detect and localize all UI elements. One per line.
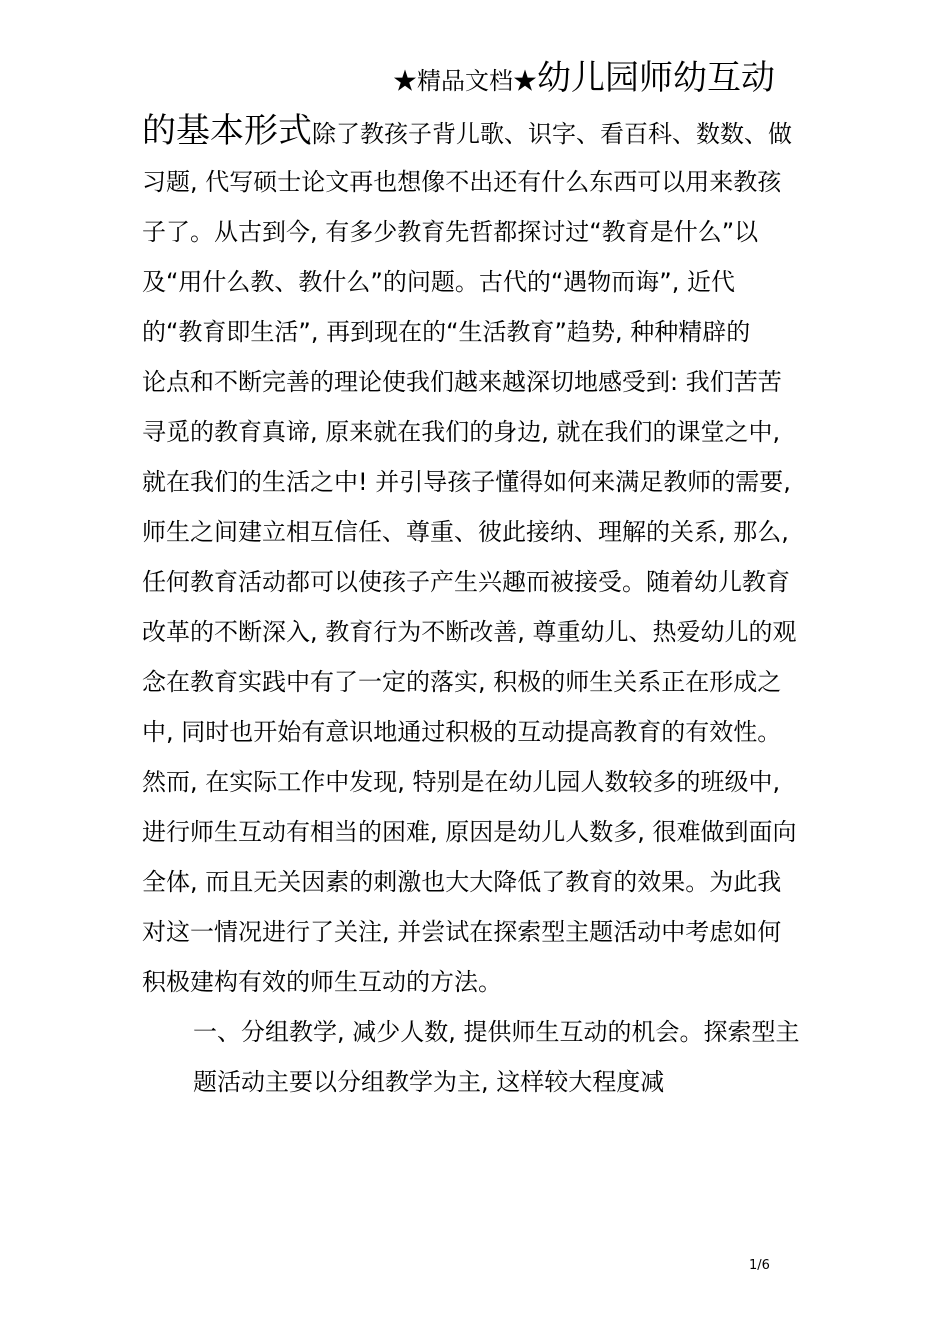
body-line: 念在教育实践中有了一定的落实, 积极的师生关系正在形成之 — [142, 668, 782, 696]
featured-doc-badge: ★精品文档★ — [393, 67, 537, 95]
body-line: 中, 同时也开始有意识地通过积极的互动提高教育的有效性。 — [142, 718, 782, 746]
body-line: 对这一情况进行了关注, 并尝试在探索型主题活动中考虑如何 — [142, 918, 782, 946]
doc-title-part1: 幼儿园师幼互动 — [537, 58, 775, 98]
body-line: 的“教育即生活”, 再到现在的“生活教育”趋势, 种种精辟的 — [142, 318, 751, 346]
body-line: 全体, 而且无关因素的刺激也大大降低了教育的效果。为此我 — [142, 868, 782, 896]
body-line: 积极建构有效的师生互动的方法。 — [142, 968, 502, 996]
body-line: 改革的不断深入, 教育行为不断改善, 尊重幼儿、热爱幼儿的观 — [142, 618, 797, 646]
body-line: 论点和不断完善的理论使我们越来越深切地感受到: 我们苦苦 — [142, 368, 782, 396]
body-line: 进行师生互动有相当的困难, 原因是幼儿人数多, 很难做到面向 — [142, 818, 797, 846]
body-line: 子了。从古到今, 有多少教育先哲都探讨过“教育是什么”以 — [142, 218, 759, 246]
header-line — [393, 58, 775, 101]
body-line: 寻觅的教育真谛, 原来就在我们的身边, 就在我们的课堂之中, — [142, 418, 781, 446]
body-line: 师生之间建立相互信任、尊重、彼此接纳、理解的关系, 那么, — [142, 518, 789, 546]
section-line: 题活动主要以分组教学为主, 这样较大程度减 — [193, 1068, 665, 1096]
section-line: 一、分组教学, 减少人数, 提供师生互动的机会。探索型主 — [193, 1018, 800, 1046]
title-continuation-line — [142, 111, 792, 154]
page-number: 1/6 — [749, 1258, 770, 1273]
body-line: 习题, 代写硕士论文再也想像不出还有什么东西可以用来教孩 — [142, 168, 782, 196]
body-text-first: 除了教孩子背儿歌、识字、看百科、数数、做 — [312, 120, 792, 148]
body-line: 就在我们的生活之中! 并引导孩子懂得如何来满足教师的需要, — [142, 468, 791, 496]
body-line: 任何教育活动都可以使孩子产生兴趣而被接受。随着幼儿教育 — [142, 568, 790, 596]
body-line: 及“用什么教、教什么”的问题。古代的“遇物而诲”, 近代 — [142, 268, 735, 296]
body-line: 然而, 在实际工作中发现, 特别是在幼儿园人数较多的班级中, — [142, 768, 781, 796]
doc-title-part2: 的基本形式 — [142, 111, 312, 151]
